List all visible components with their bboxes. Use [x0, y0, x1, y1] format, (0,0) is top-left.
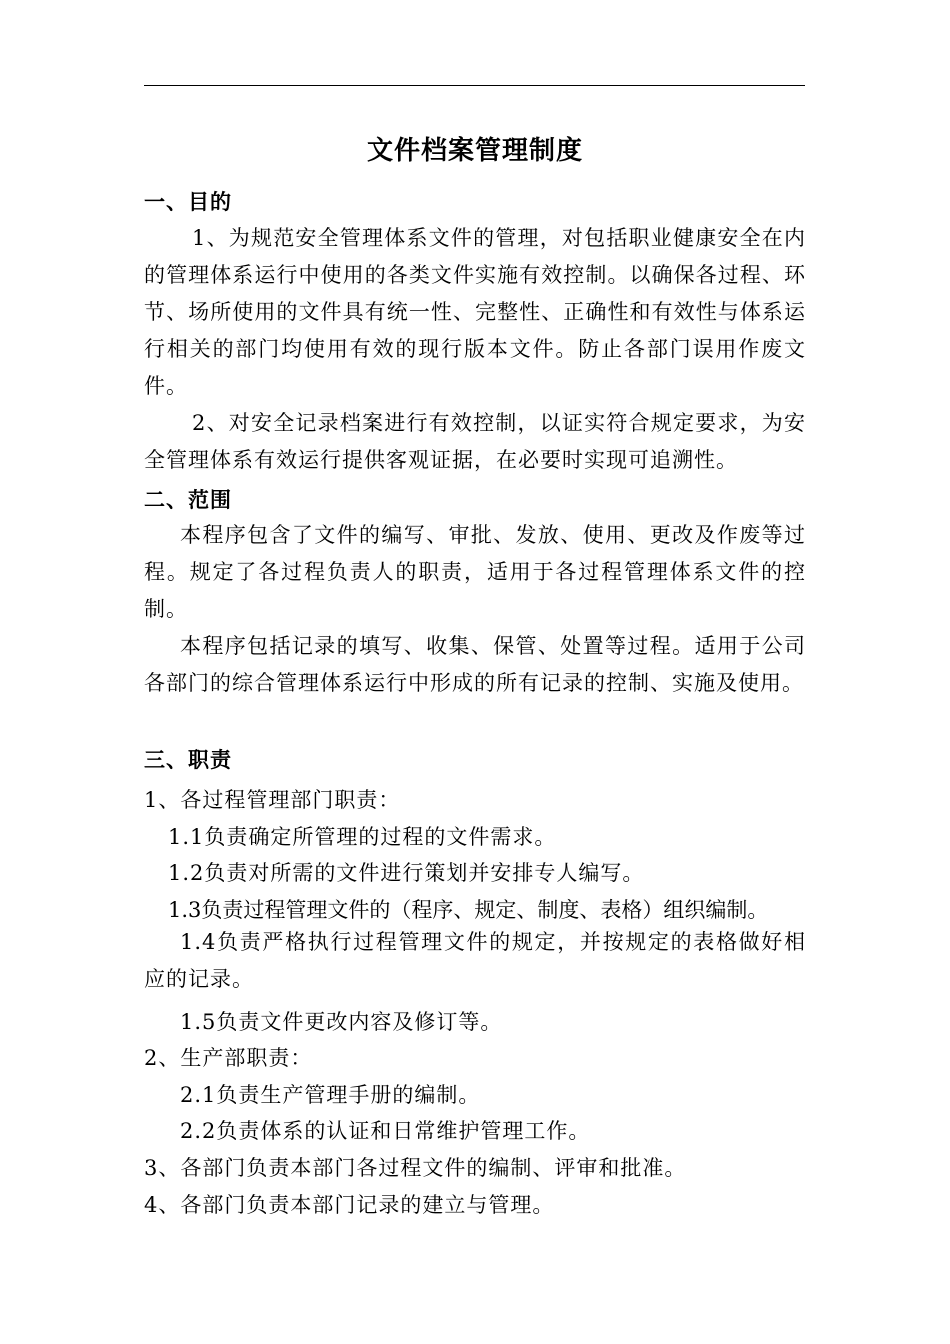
section-heading-purpose: 一、目的: [144, 190, 232, 214]
purpose-paragraph-2: 2、对安全记录档案进行有效控制，以证实符合规定要求，为安全管理体系有效运行提供客观证据，在必要时实现可追溯性。: [144, 411, 806, 472]
duty-item-2-2: 2.2负责体系的认证和日常维护管理工作。: [180, 1119, 591, 1143]
duty-item-1-3: 1.3负责过程管理文件的（程序、规定、制度、表格）组织编制。: [168, 898, 769, 922]
duty-item-1: 1、各过程管理部门职责：: [144, 788, 401, 812]
section-heading-duties: 三、职责: [144, 748, 232, 772]
scope-paragraph-1: 本程序包含了文件的编写、审批、发放、使用、更改及作废等过程。规定了各过程负责人的职责，适用于各过程管理体系文件的控制。: [144, 523, 806, 621]
duty-item-1-4: 1.4负责严格执行过程管理文件的规定，并按规定的表格做好相应的记录。: [144, 930, 806, 991]
page-title: 文件档案管理制度: [366, 136, 583, 166]
duty-item-4: 4、各部门负责本部门记录的建立与管理。: [144, 1193, 555, 1217]
purpose-paragraph-1: 1、为规范安全管理体系文件的管理，对包括职业健康安全在内的管理体系运行中使用的各类文件实施有效控制。以确保各过程、环节、场所使用的文件具有统一性、完整性、正确性和有效性与体系运行相关的部门均使用有效的现行版本文件。防止各部门误用作废文件。: [144, 226, 806, 398]
header-rule: [144, 85, 805, 86]
duty-item-1-2: 1.2负责对所需的文件进行策划并安排专人编写。: [168, 861, 645, 885]
duty-item-3: 3、各部门负责本部门各过程文件的编制、评审和批准。: [144, 1156, 687, 1180]
section-heading-scope: 二、范围: [144, 488, 232, 512]
scope-paragraph-2: 本程序包括记录的填写、收集、保管、处置等过程。适用于公司各部门的综合管理体系运行中形成的所有记录的控制、实施及使用。: [144, 634, 806, 695]
duty-item-2: 2、生产部职责：: [144, 1046, 313, 1070]
duty-item-1-5: 1.5负责文件更改内容及修订等。: [180, 1010, 503, 1034]
duty-item-2-1: 2.1负责生产管理手册的编制。: [180, 1083, 481, 1107]
duty-item-1-1: 1.1负责确定所管理的过程的文件需求。: [168, 825, 557, 849]
